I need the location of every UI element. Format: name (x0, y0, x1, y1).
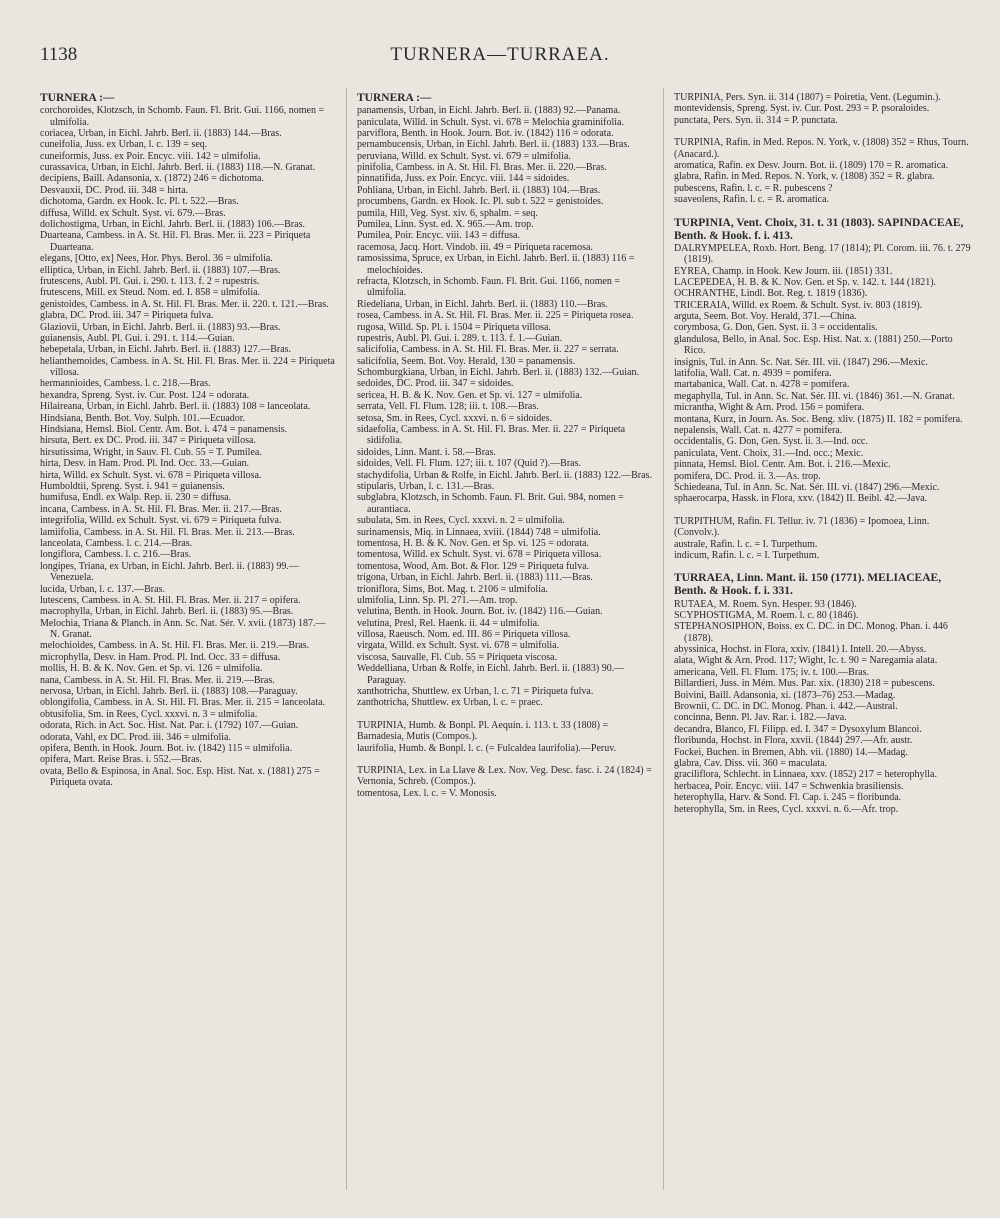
entry-spacer (674, 206, 972, 217)
species-entry: Hindsiana, Benth. Bot. Voy. Sulph. 101.—Ecuador. (40, 412, 246, 424)
species-entry: montevidensis, Spreng. Syst. iv. Cur. Post. 293 = P. psoraloides. (674, 103, 930, 115)
species-entry: suaveolens, Rafin. l. c. = R. aromatica. (674, 194, 830, 206)
species-entry: opifera, Benth. in Hook. Journ. Bot. iv. (1842) 115 = ulmifolia. (40, 742, 293, 754)
species-entry: hebepetala, Urban, in Eichl. Jahrb. Berl. ii. (1883) 127.—Bras. (40, 344, 292, 356)
column-divider (346, 88, 347, 1190)
species-entry: decandra, Blanco, Fl. Filipp. ed. I. 347 = Dysoxylum Blancoi. (674, 723, 922, 735)
species-entry: hirta, Desv. in Ham. Prod. Pl. Ind. Occ. 33.—Guian. (40, 458, 250, 470)
species-entry: cuneiformis, Juss. ex Poir. Encyc. viii. 142 = ulmifolia. (40, 150, 261, 162)
species-entry: concinna, Benn. Pl. Jav. Rar. i. 182.—Java. (674, 712, 847, 724)
species-entry: longipes, Triana, ex Urban, in Eichl. Jahrb. Berl. ii. (1883) 99.—Venezuela. (40, 560, 299, 584)
species-entry: RUTAEA, M. Roem. Syn. Hesper. 93 (1846). (674, 598, 857, 610)
genus-entry: TURPINIA, Humb. & Bonpl. Pl. Aequin. i. 113. t. 33 (1808) = Barnadesia, Mutis (Compos.). (357, 719, 609, 743)
species-entry: Schiedeana, Tul. in Ann. Sc. Nat. Sér. III. vi. (1847) 296.—Mexic. (674, 481, 940, 493)
species-entry: Humboldtii, Spreng. Syst. i. 941 = guianensis. (40, 481, 225, 492)
species-entry: setosa, Sm. in Rees, Cycl. xxxvi. n. 6 = sidoides. (357, 412, 553, 424)
species-entry: velutina, Presl, Rel. Haenk. ii. 44 = ulmifolia. (357, 617, 540, 629)
species-entry: glandulosa, Bello, in Anal. Soc. Esp. Hist. Nat. x. (1881) 250.—Porto Rico. (674, 333, 953, 357)
species-entry: lamiifolia, Cambess. in A. St. Hil. Fl. Bras. Mer. ii. 213.—Bras. (40, 526, 295, 538)
species-entry: serrata, Vell. Fl. Flum. 128; iii. t. 108.—Bras. (357, 401, 539, 413)
species-entry: lanceolata, Cambess. l. c. 214.—Bras. (40, 537, 193, 549)
species-entry: pinifolia, Cambess. in A. St. Hil. Fl. Bras. Mer. ii. 220.—Bras. (357, 162, 607, 174)
species-entry: ovata, Bello & Espinosa, in Anal. Soc. Esp. Hist. Nat. x. (1881) 275 = Piriqueta ovata. (40, 765, 320, 789)
entry-spacer (674, 505, 972, 516)
species-entry: salicifolia, Cambess. in A. St. Hil. Fl. Bras. Mer. ii. 227 = serrata. (357, 344, 619, 356)
species-entry: sidaefolia, Cambess. in A. St. Hil. Fl. Bras. Mer. ii. 227 = Piriqueta sidifolia. (357, 424, 626, 447)
species-entry: corchoroides, Klotzsch, in Schomb. Faun. Fl. Brit. Gui. 1166, nomen = ulmifolia. (40, 105, 325, 128)
species-entry: surinamensis, Miq. in Linnaea, xviii. (1844) 748 = ulmifolia. (357, 526, 601, 538)
entry-spacer (357, 754, 652, 765)
species-entry: STEPHANOSIPHON, Boiss. ex C. DC. in DC. Monog. Phan. i. 446 (1878). (674, 621, 948, 644)
species-entry: viscosa, Sauvalle, Fl. Cub. 55 = Piriqueta viscosa. (357, 651, 558, 663)
species-entry: frutescens, Mill. ex Steud. Nom. ed. I. 858 = ulmifolia. (40, 287, 261, 299)
species-entry: Schomburgkiana, Urban, in Eichl. Jahrb. Berl. ii. (1883) 132.—Guian. (357, 367, 639, 379)
species-entry: glabra, Cav. Diss. vii. 360 = maculata. (674, 757, 828, 769)
species-entry: panamensis, Urban, in Eichl. Jahrb. Berl. ii. (1883) 92.—Panama. (357, 105, 621, 117)
species-entry: nepalensis, Wall. Cat. n. 4277 = pomifera. (674, 424, 843, 436)
species-entry: floribunda, Hochst. in Flora, xxvii. (1844) 297.—Afr. austr. (674, 735, 913, 747)
species-entry: odorata, Vahl, ex DC. Prod. iii. 346 = ulmifolia. (40, 731, 231, 743)
species-entry: americana, Vell. Fl. Flum. 175; iv. t. 100.—Bras. (674, 666, 869, 678)
species-entry: Billardieri, Juss. in Mém. Mus. Par. xix. (1830) 218 = pubescens. (674, 678, 935, 690)
species-entry: stachydifolia, Urban & Rolfe, in Eichl. Jahrb. Berl. ii. (1883) 122.—Bras. (357, 469, 652, 481)
species-entry: SCYPHOSTIGMA, M. Roem. l. c. 80 (1846). (674, 609, 859, 621)
species-entry: genistoides, Cambess. in A. St. Hil. Fl. Bras. Mer. ii. 220. t. 121.—Bras. (40, 298, 329, 310)
species-entry: xanthotricha, Shuttlew. ex Urban, l. c. 71 = Piriqueta fulva. (357, 686, 594, 698)
species-entry: decipiens, Baill. Adansonia, x. (1872) 246 = dichotoma. (40, 173, 264, 185)
species-entry: martabanica, Wall. Cat. n. 4278 = pomifera. (674, 379, 850, 391)
species-entry: cuneifolia, Juss. ex Urban, l. c. 139 = seq. (40, 139, 208, 151)
species-entry: heterophylla, Sm. in Rees, Cycl. xxxvi. n. 6.—Afr. trop. (674, 803, 899, 815)
species-entry: longiflora, Cambess. l. c. 216.—Bras. (40, 549, 192, 561)
entry-spacer (674, 561, 972, 572)
species-entry: salicifolia, Seem. Bot. Voy. Herald, 130 = panamensis. (357, 355, 576, 367)
species-entry: elegans, [Otto, ex] Nees, Hor. Phys. Berol. 36 = ulmifolia. (40, 253, 273, 265)
species-entry: guianensis, Aubl. Pl. Gui. i. 291. t. 114.—Guian. (40, 332, 235, 344)
section-heading: TURNERA :— (40, 92, 115, 104)
species-entry: EYREA, Champ. in Hook. Kew Journ. iii. (1851) 331. (674, 265, 893, 277)
species-entry: abyssinica, Hochst. in Flora, xxiv. (1841) I. Intell. 20.—Abyss. (674, 644, 927, 656)
species-entry: curassavica, Urban, in Eichl. Jahrb. Berl. ii. (1883) 118.—N. Granat. (40, 162, 316, 174)
species-entry: LACEPEDEA, H. B. & K. Nov. Gen. et Sp. v. 142. t. 144 (1821). (674, 276, 937, 288)
species-entry: microphylla, Desv. in Ham. Prod. Pl. Ind. Occ. 33 = diffusa. (40, 651, 281, 663)
species-entry: heterophylla, Harv. & Sond. Fl. Cap. i. 245 = floribunda. (674, 792, 902, 804)
species-entry: helianthemoides, Cambess. in A. St. Hil. Fl. Bras. Mer. ii. 224 = Piriqueta villosa. (40, 355, 335, 379)
species-entry: OCHRANTHE, Lindl. Bot. Reg. t. 1819 (1836). (674, 288, 868, 300)
species-entry: subglabra, Klotzsch, in Schomb. Faun. Fl. Brit. Gui. 984, nomen = aurantiaca. (357, 492, 624, 515)
genus-entry: TURPINIA, Pers. Syn. ii. 314 (1807) = Poiretia, Vent. (Legumin.). (674, 92, 941, 103)
species-entry: lutescens, Cambess. in A. St. Hil. Fl. Bras. Mer. ii. 217 = opifera. (40, 594, 301, 606)
species-entry: peruviana, Willd. ex Schult. Syst. vi. 679 = ulmifolia. (357, 150, 571, 162)
species-entry: macrophylla, Urban, in Eichl. Jahrb. Berl. ii. (1883) 95.—Bras. (40, 606, 294, 618)
species-entry: hirsutissima, Wright, in Sauv. Fl. Cub. 55 = T. Pumilea. (40, 446, 262, 458)
species-entry: diffusa, Willd. ex Schult. Syst. vi. 679.—Bras. (40, 207, 226, 219)
species-entry: glabra, DC. Prod. iii. 347 = Piriqueta fulva. (40, 310, 214, 322)
species-entry: pinnata, Hemsl. Biol. Centr. Am. Bot. i. 216.—Mexic. (674, 459, 891, 471)
species-entry: punctata, Pers. Syn. ii. 314 = P. punctata. (674, 114, 838, 126)
species-entry: pumila, Hill, Veg. Syst. xiv. 6, sphalm. = seq. (357, 207, 538, 219)
running-head: TURNERA—TURRAEA. (390, 44, 610, 65)
species-entry: subulata, Sm. in Rees, Cycl. xxxvi. n. 2 = ulmifolia. (357, 515, 565, 527)
section-heading: TURPINIA, Vent. Choix, 31. t. 31 (1803). SAPINDACEAE, Benth. & Hook. f. i. 413. (674, 216, 964, 242)
species-entry: villosa, Raeusch. Nom. ed. III. 86 = Piriqueta villosa. (357, 629, 571, 641)
species-entry: Boivini, Baill. Adansonia, xi. (1873–76) 253.—Madag. (674, 689, 896, 701)
species-entry: virgata, Willd. ex Schult. Syst. vi. 678 = ulmifolia. (357, 640, 560, 652)
species-entry: herbacea, Poir. Encyc. viii. 147 = Schwenkia brasiliensis. (674, 780, 904, 792)
species-entry: opifera, Mart. Reise Bras. i. 552.—Bras. (40, 754, 202, 766)
species-entry: insignis, Tul. in Ann. Sc. Nat. Sér. III. vii. (1847) 296.—Mexic. (674, 356, 928, 368)
species-entry: melochioides, Cambess. in A. St. Hil. Fl. Bras. Mer. ii. 219.—Bras. (40, 640, 310, 652)
section-heading: TURRAEA, Linn. Mant. ii. 150 (1771). MELIACEAE, Benth. & Hook. f. i. 331. (674, 572, 942, 598)
species-entry: tomentosa, Wood, Am. Bot. & Flor. 129 = Piriqueta fulva. (357, 560, 590, 572)
species-entry: arguta, Seem. Bot. Voy. Herald, 371.—China. (674, 311, 857, 323)
species-entry: tomentosa, Willd. ex Schult. Syst. vi. 678 = Piriqueta villosa. (357, 549, 602, 561)
column-divider (663, 88, 664, 1190)
genus-entry: TURPINIA, Rafin. in Med. Repos. N. York, v. (1808) 352 = Rhus, Tourn. (Anacard.). (674, 137, 969, 160)
species-entry: hirta, Willd. ex Schult. Syst. vi. 678 = Piriqueta villosa. (40, 469, 262, 481)
species-entry: velutina, Benth. in Hook. Journ. Bot. iv. (1842) 116.—Guian. (357, 606, 603, 618)
species-entry: trioniflora, Sims, Bot. Mag. t. 2106 = ulmifolia. (357, 583, 548, 595)
species-entry: Pumilea, Linn. Syst. ed. X. 965.—Am. trop. (357, 219, 534, 231)
species-entry: pomifera, DC. Prod. ii. 3.—As. trop. (674, 470, 821, 482)
column-1 (40, 92, 335, 1206)
species-entry: sphaerocarpa, Hassk. in Flora, xxv. (1842) II. Beibl. 42.—Java. (674, 493, 928, 505)
species-entry: Hilaireana, Urban, in Eichl. Jahrb. Berl. ii. (1883) 108 = lanceolata. (40, 401, 311, 413)
species-entry: Fockei, Buchen. in Bremen, Abh. vii. (1880) 14.—Madag. (674, 746, 908, 758)
page-number: 1138 (40, 44, 78, 65)
species-entry: Hindsiana, Hemsl. Biol. Centr. Am. Bot. i. 474 = panamensis. (40, 424, 288, 436)
entry-spacer (674, 126, 972, 137)
species-entry: indicum, Rafin. l. c. = I. Turpethum. (674, 549, 820, 561)
species-entry: hirsuta, Bert. ex DC. Prod. iii. 347 = Piriqueta villosa. (40, 435, 256, 447)
species-entry: tomentosa, Lex. l. c. = V. Monosis. (357, 787, 497, 799)
species-entry: integrifolia, Willd. ex Schult. Syst. vi. 679 = Piriqueta fulva. (40, 515, 282, 527)
page-header (40, 44, 960, 74)
species-entry: rosea, Cambess. in A. St. Hil. Fl. Bras. Mer. ii. 225 = Piriqueta rosea. (357, 310, 634, 322)
species-entry: stipularis, Urban, l. c. 131.—Bras. (357, 481, 495, 492)
species-entry: Weddelliana, Urban & Rolfe, in Eichl. Jahrb. Berl. ii. (1883) 90.—Paraguay. (357, 663, 625, 686)
species-entry: ramosissima, Spruce, ex Urban, in Eichl. Jahrb. Berl. ii. (1883) 116 = melochioides. (357, 253, 635, 276)
entry-spacer (357, 709, 652, 720)
species-entry: sedoides, DC. Prod. iii. 347 = sidoides. (357, 378, 514, 390)
species-entry: australe, Rafin. l. c. = I. Turpethum. (674, 538, 818, 550)
species-entry: laurifolia, Humb. & Bonpl. l. c. (= Fulcaldea laurifolia).—Peruv. (357, 742, 617, 754)
genus-entry: TURPINIA, Lex. in La Llave & Lex. Nov. Veg. Desc. fasc. i. 24 (1824) = Vernonia, Schreb. (Compos.). (357, 764, 652, 788)
species-entry: dichotoma, Gardn. ex Hook. Ic. Pl. t. 522.—Bras. (40, 196, 239, 208)
species-entry: mollis, H. B. & K. Nov. Gen. et Sp. vi. 126 = ulmifolia. (40, 663, 263, 675)
column-3 (674, 92, 972, 1206)
species-entry: Pohliana, Urban, in Eichl. Jahrb. Berl. ii. (1883) 104.—Bras. (357, 184, 601, 196)
species-entry: lucida, Urban, l. c. 137.—Bras. (40, 583, 165, 595)
species-entry: pernambucensis, Urban, in Eichl. Jahrb. Berl. ii. (1883) 133.—Bras. (357, 139, 630, 151)
species-entry: tomentosa, H. B. & K. Nov. Gen. et Sp. vi. 125 = odorata. (357, 537, 589, 549)
species-entry: Brownii, C. DC. in DC. Monog. Phan. i. 442.—Austral. (674, 701, 898, 713)
species-entry: TRICERAIA, Willd. ex Roem. & Schult. Syst. iv. 803 (1819). (674, 299, 923, 311)
species-entry: Riedeliana, Urban, in Eichl. Jahrb. Berl. ii. (1883) 110.—Bras. (357, 298, 608, 310)
species-entry: ulmifolia, Linn. Sp. Pl. 271.—Am. trop. (357, 594, 518, 606)
species-entry: paniculata, Vent. Choix, 31.—Ind. occ.; Mexic. (674, 447, 864, 459)
species-entry: alata, Wight & Arn. Prod. 117; Wight, Ic. t. 90 = Naregamia alata. (674, 655, 938, 667)
species-entry: graciliflora, Schlecht. in Linnaea, xxv. (1852) 217 = heterophylla. (674, 769, 937, 781)
species-entry: glabra, Rafin. in Med. Repos. N. York, v. (1808) 352 = R. glabra. (674, 171, 935, 183)
species-entry: sidoides, Vell. Fl. Flum. 127; iii. t. 107 (Quid ?).—Bras. (357, 458, 581, 470)
species-entry: Melochia, Triana & Planch. in Ann. Sc. Nat. Sér. V. xvii. (1873) 187.—N. Granat. (40, 617, 326, 641)
species-entry: humifusa, Endl. ex Walp. Rep. ii. 230 = diffusa. (40, 492, 232, 504)
species-entry: Pumilea, Poir. Encyc. viii. 143 = diffusa. (357, 230, 520, 242)
species-entry: aromatica, Rafin. ex Desv. Journ. Bot. ii. (1809) 170 = R. aromatica. (674, 159, 949, 171)
species-entry: DALRYMPELEA, Roxb. Hort. Beng. 17 (1814); Pl. Corom. iii. 76. t. 279 (1819). (674, 242, 971, 266)
species-entry: megaphylla, Tul. in Ann. Sc. Nat. Sér. III. vi. (1846) 361.—N. Granat. (674, 390, 955, 402)
species-entry: montana, Kurz, in Journ. As. Soc. Beng. xliv. (1875) II. 182 = pomifera. (674, 413, 963, 425)
species-entry: hermannioides, Cambess. l. c. 218.—Bras. (40, 378, 211, 390)
species-entry: zanthotricha, Shuttlew. ex Urban, l. c. = praec. (357, 697, 543, 709)
species-entry: sidoides, Linn. Mant. i. 58.—Bras. (357, 446, 496, 458)
species-entry: hexandra, Spreng. Syst. iv. Cur. Post. 124 = odorata. (40, 389, 250, 401)
species-entry: pubescens, Rafin. l. c. = R. pubescens ? (674, 182, 833, 194)
species-entry: nervosa, Urban, in Eichl. Jahrb. Berl. ii. (1883) 108.—Paraguay. (40, 686, 298, 698)
species-entry: procumbens, Gardn. ex Hook. Ic. Pl. sub t. 522 = genistoides. (357, 196, 604, 208)
species-entry: incana, Cambess. in A. St. Hil. Fl. Bras. Mer. ii. 217.—Bras. (40, 503, 282, 515)
species-entry: sericea, H. B. & K. Nov. Gen. et Sp. vi. 127 = ulmifolia. (357, 389, 583, 401)
species-entry: obtusifolia, Sm. in Rees, Cycl. xxxvi. n. 3 = ulmifolia. (40, 708, 258, 720)
species-entry: dolichostigma, Urban, in Eichl. Jahrb. Berl. ii. (1883) 106.—Bras. (40, 219, 305, 231)
species-entry: corymbosa, G. Don, Gen. Syst. ii. 3 = occidentalis. (674, 322, 878, 334)
species-entry: Duarteana, Cambess. in A. St. Hil. Fl. Bras. Mer. ii. 223 = Piriqueta Duarteana. (40, 230, 311, 253)
species-entry: occidentalis, G. Don, Gen. Syst. ii. 3.—Ind. occ. (674, 436, 868, 448)
species-entry: Glaziovii, Urban, in Eichl. Jahrb. Berl. ii. (1883) 93.—Bras. (40, 321, 281, 333)
species-entry: nana, Cambess. in A. St. Hil. Fl. Bras. Mer. ii. 219.—Bras. (40, 674, 275, 686)
species-entry: elliptica, Urban, in Eichl. Jahrb. Berl. ii. (1883) 107.—Bras. (40, 264, 281, 276)
species-entry: Desvauxii, DC. Prod. iii. 348 = hirta. (40, 184, 189, 196)
species-entry: latifolia, Wall. Cat. n. 4939 = pomifera. (674, 368, 832, 380)
species-entry: parviflora, Benth. in Hook. Journ. Bot. iv. (1842) 116 = odorata. (357, 127, 614, 139)
species-entry: refracta, Klotzsch, in Schomb. Faun. Fl. Brit. Gui. 1166, nomen = ulmifolia. (357, 275, 621, 299)
species-entry: rupestris, Aubl. Pl. Gui. i. 289. t. 113. f. 1.—Guian. (357, 332, 563, 344)
column-2 (357, 92, 652, 1206)
species-entry: racemosa, Jacq. Hort. Vindob. iii. 49 = Piriqueta racemosa. (357, 241, 593, 253)
species-entry: coriacea, Urban, in Eichl. Jahrb. Berl. ii. (1883) 144.—Bras. (40, 127, 282, 139)
species-entry: frutescens, Aubl. Pl. Gui. i. 290. t. 113. f. 2 = rupestris. (40, 275, 260, 287)
species-entry: paniculata, Willd. in Schult. Syst. vi. 678 = Melochia graminifolia. (357, 116, 624, 128)
species-entry: oblongifolia, Cambess. in A. St. Hil. Fl. Bras. Mer. ii. 215 = lanceolata. (40, 697, 326, 709)
species-entry: trigona, Urban, in Eichl. Jahrb. Berl. ii. (1883) 111.—Bras. (357, 572, 593, 584)
species-entry: rugosa, Willd. Sp. Pl. i. 1504 = Piriqueta villosa. (357, 321, 551, 333)
species-entry: pinnatifida, Juss. ex Poir. Encyc. viii. 144 = sidoides. (357, 173, 570, 185)
species-entry: micrantha, Wight & Arn. Prod. 156 = pomifera. (674, 402, 865, 414)
section-heading: TURNERA :— (357, 92, 432, 104)
species-entry: odorata, Rich. in Act. Soc. Hist. Nat. Par. i. (1792) 107.—Guian. (40, 720, 299, 732)
genus-entry: TURPITHUM, Rafin. Fl. Tellur. iv. 71 (1836) = Ipomoea, Linn. (Convolv.). (674, 515, 930, 539)
